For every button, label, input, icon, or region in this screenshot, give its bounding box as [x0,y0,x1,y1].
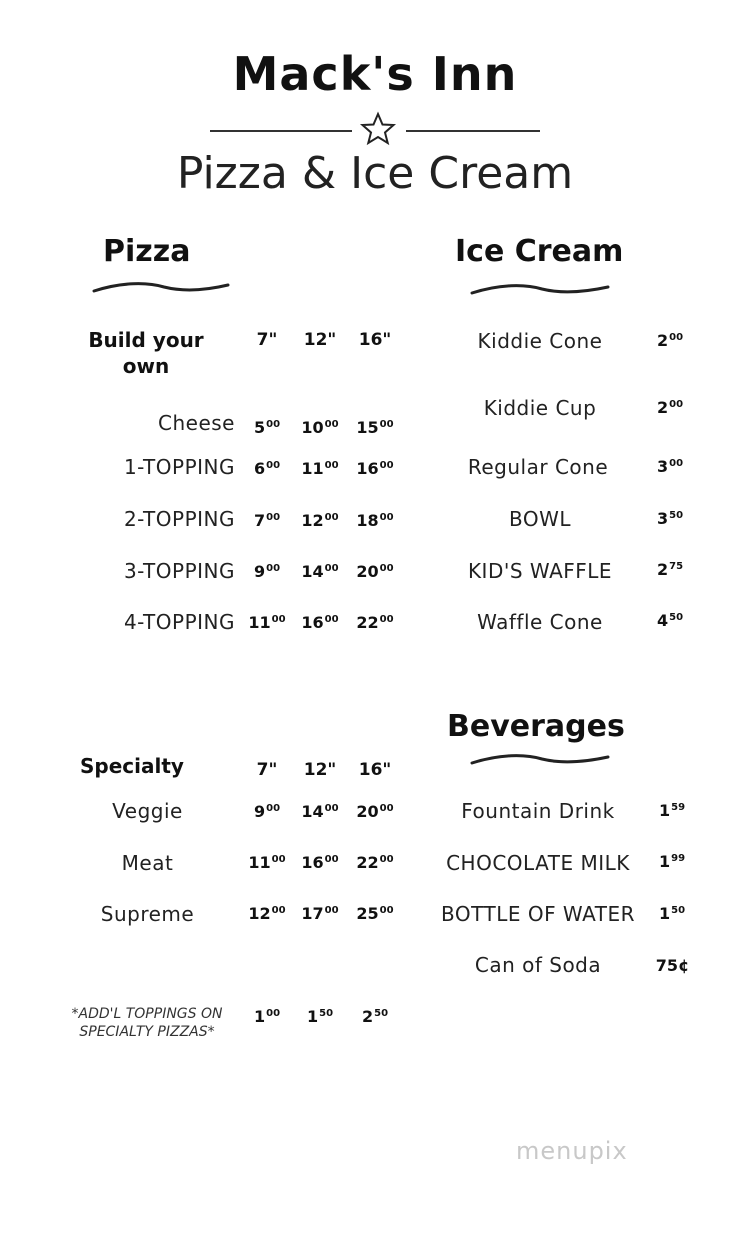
specialty-label: Specialty [80,754,184,778]
pizza-price: $9^{00}$ [253,562,281,581]
addl-toppings-note [62,1005,232,1041]
beverage-price: 75¢ [655,956,690,975]
size-12-header: 12" [303,760,337,780]
build-your-own-line2: own [122,354,170,378]
ice-cream-item-name: Kiddie Cone [477,329,603,353]
addl-topping-price: $1^{50}$ [306,1007,334,1026]
ice-cream-item-name: KID'S WAFFLE [467,559,613,583]
beverages-heading: Beverages [447,709,625,744]
beverage-item-name: CHOCOLATE MILK [446,851,630,875]
pizza-item-name: 2-TOPPING [123,507,235,531]
size-16-header: 16" [358,760,392,780]
specialty-price: $16^{00}$ [301,853,339,872]
pizza-item-name: 1-TOPPING [123,455,235,479]
ice-cream-price: $3^{50}$ [656,509,684,528]
star-icon [363,114,394,143]
ice-cream-item-name: Regular Cone [467,455,609,479]
wave-underline-icon [470,282,610,298]
pizza-price: $10^{00}$ [301,418,339,437]
pizza-price: $22^{00}$ [356,613,394,632]
specialty-price: $9^{00}$ [253,802,281,821]
wave-underline-icon [470,752,610,768]
pizza-price: $14^{00}$ [301,562,339,581]
pizza-price: $11^{00}$ [248,613,286,632]
ice-cream-item-name: BOWL [508,507,572,531]
addl-topping-price: $2^{50}$ [361,1007,389,1026]
specialty-item-name: Supreme [100,902,195,926]
specialty-item-name: Veggie [112,799,183,823]
beverage-price: $1^{50}$ [658,904,686,923]
specialty-item-name: Meat [121,851,174,875]
size-12-header: 12" [303,330,337,350]
ice-cream-item-name: Kiddie Cup [483,396,597,420]
addl-toppings-note-line2: SPECIALTY PIZZAS* [79,1024,215,1040]
pizza-price: $5^{00}$ [253,418,281,437]
ice-cream-price: $4^{50}$ [656,611,684,630]
specialty-price: $17^{00}$ [301,904,339,923]
page-title: Mack's Inn [232,47,518,101]
addl-toppings-note-line1: *ADD'L TOPPINGS ON [71,1006,223,1022]
build-your-own-label [80,327,212,379]
ice-cream-price: $2^{00}$ [656,398,684,417]
specialty-price: $12^{00}$ [248,904,286,923]
pizza-price: $6^{00}$ [253,459,281,478]
ice-cream-heading: Ice Cream [455,234,624,269]
pizza-price: $7^{00}$ [253,511,281,530]
size-7-header: 7" [256,760,278,780]
beverage-item-name: Fountain Drink [461,799,615,823]
beverage-price: $1^{59}$ [658,801,686,820]
pizza-price: $15^{00}$ [356,418,394,437]
pizza-price: $18^{00}$ [356,511,394,530]
pizza-item-name: 3-TOPPING [123,559,235,583]
page-subtitle: Pizza & Ice Cream [176,148,574,199]
pizza-price: $20^{00}$ [356,562,394,581]
pizza-price: $16^{00}$ [301,613,339,632]
beverage-item-name: Can of Soda [474,953,602,977]
pizza-price: $16^{00}$ [356,459,394,478]
ice-cream-price: $2^{75}$ [656,560,684,579]
pizza-price: $11^{00}$ [301,459,339,478]
title-divider [210,112,542,144]
specialty-price: $22^{00}$ [356,853,394,872]
ice-cream-item-name: Waffle Cone [477,610,603,634]
addl-topping-price: $1^{00}$ [253,1007,281,1026]
pizza-price: $12^{00}$ [301,511,339,530]
build-your-own-line1: Build your [88,328,204,352]
beverage-price: $1^{99}$ [658,852,686,871]
specialty-price: $11^{00}$ [248,853,286,872]
pizza-item-name: 4-TOPPING [123,610,235,634]
pizza-item-name: Cheese [158,411,235,435]
ice-cream-price: $2^{00}$ [656,331,684,350]
wave-underline-icon [92,280,230,296]
pizza-heading: Pizza [103,234,191,269]
size-7-header: 7" [256,330,278,350]
menupix-watermark: menupix [516,1137,628,1165]
ice-cream-price: $3^{00}$ [656,457,684,476]
specialty-price: $25^{00}$ [356,904,394,923]
beverage-item-name: BOTTLE OF WATER [441,902,635,926]
specialty-price: $20^{00}$ [356,802,394,821]
size-16-header: 16" [358,330,392,350]
specialty-price: $14^{00}$ [301,802,339,821]
